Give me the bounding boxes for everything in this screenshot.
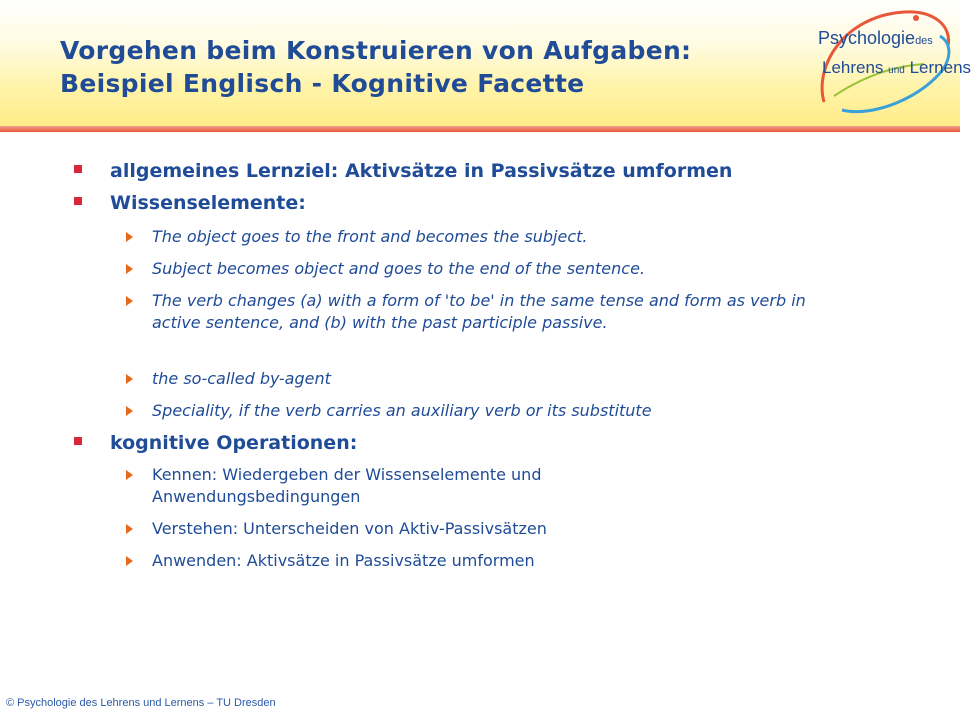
arrow-bullet-icon <box>126 406 133 416</box>
square-bullet-icon <box>74 437 82 445</box>
title-line-2: Beispiel Englisch - Kognitive Facette <box>60 69 585 98</box>
operations-heading: kognitive Operationen: <box>110 432 358 454</box>
arrow-bullet-icon <box>126 374 133 384</box>
logo <box>804 6 971 120</box>
slide-title <box>60 34 800 100</box>
footer-copyright: © Psychologie des Lehrens und Lernens – TU Dresden <box>6 697 276 709</box>
logo-line-2a: Lehrens <box>822 58 884 77</box>
logo-line-2-small: und <box>888 65 905 76</box>
goal-text: allgemeines Lernziel: Aktivsätze in Passivsätze umformen <box>110 160 733 182</box>
arrow-bullet-icon <box>126 232 133 242</box>
logo-line-1: Psychologie <box>818 28 916 48</box>
header-divider <box>0 126 960 132</box>
arrow-bullet-icon <box>126 264 133 274</box>
arrow-bullet-icon <box>126 470 133 480</box>
square-bullet-icon <box>74 197 82 205</box>
logo-line-2b: Lernens <box>909 58 971 77</box>
knowledge-heading: Wissenselemente: <box>110 192 306 214</box>
logo-line-1-small: des <box>915 35 933 47</box>
arrow-bullet-icon <box>126 556 133 566</box>
title-line-1: Vorgehen beim Konstruieren von Aufgaben: <box>60 36 692 65</box>
arrow-bullet-icon <box>126 524 133 534</box>
arrow-bullet-icon <box>126 296 133 306</box>
square-bullet-icon <box>74 165 82 173</box>
